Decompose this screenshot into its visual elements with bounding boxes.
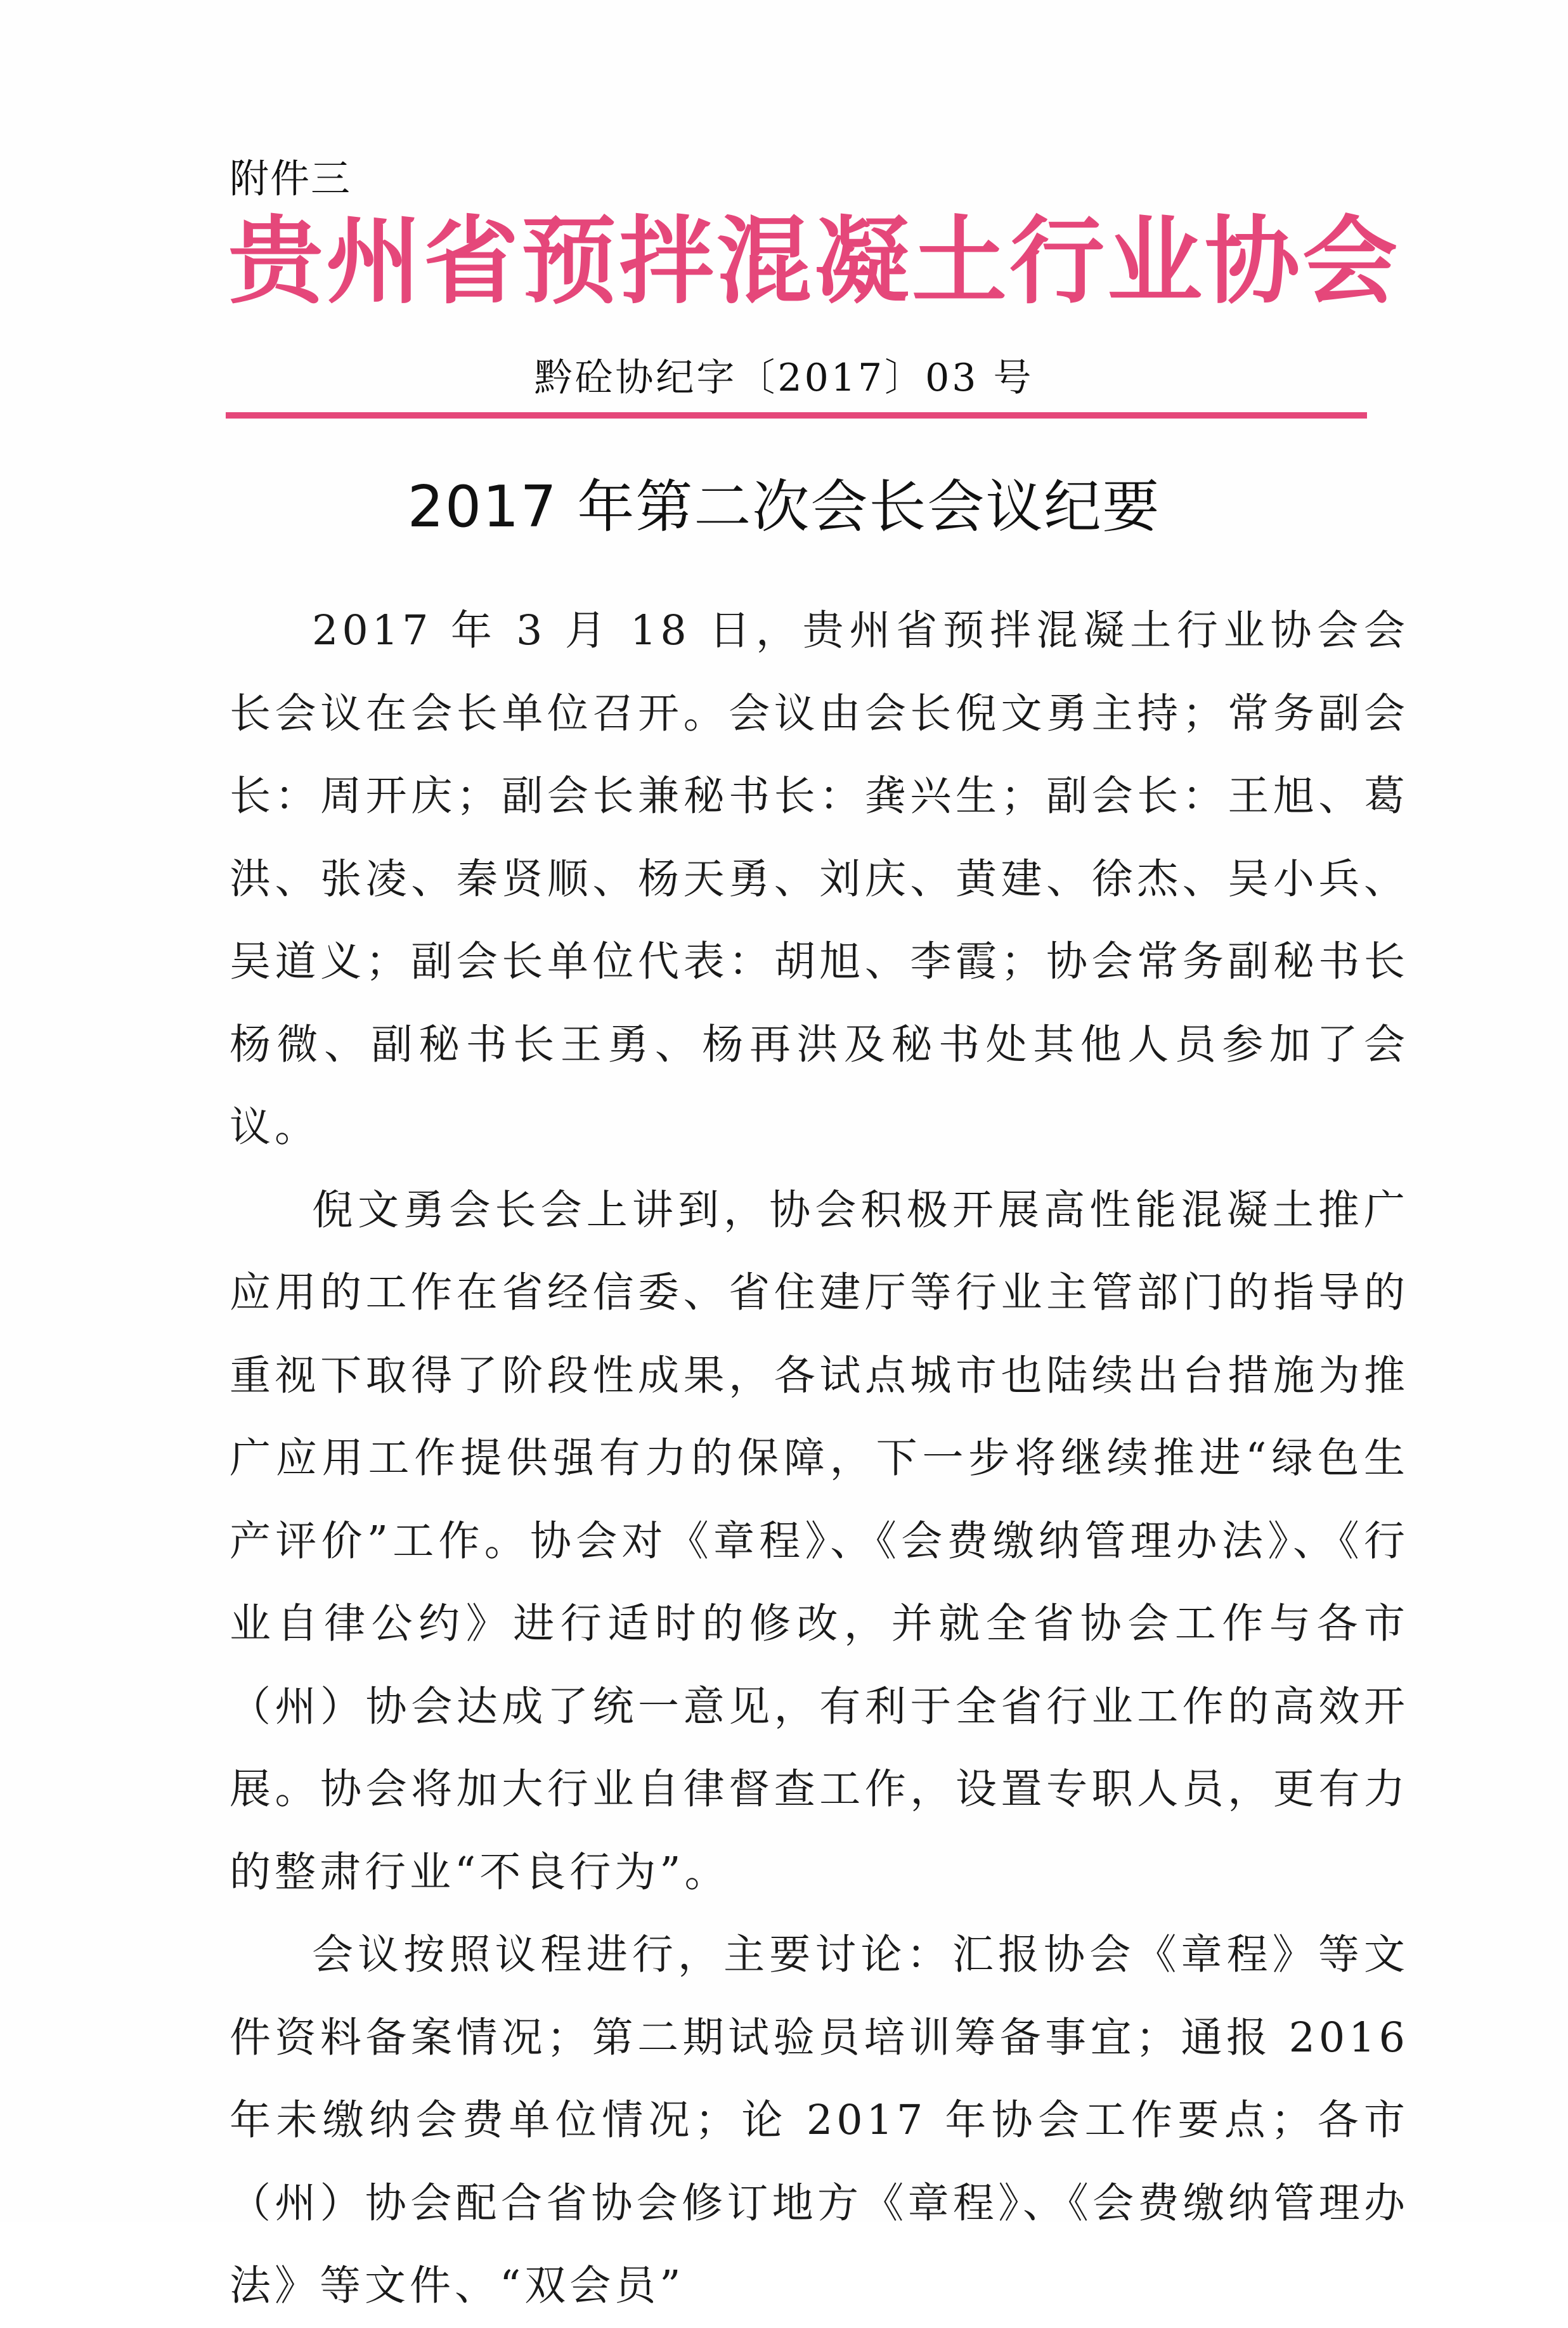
document-body bbox=[230, 590, 1409, 2328]
organization-title: 贵州省预拌混凝土行业协会 bbox=[228, 207, 1401, 317]
document-number: 黔砼协纪字〔2017〕03 号 bbox=[534, 356, 1034, 400]
paragraph-attendees: 2017 年 3 月 18 日，贵州省预拌混凝土行业协会会长会议在会长单位召开。会议由会长倪文勇主持；常务副会长：周开庆；副会长兼秘书长：龚兴生；副会长：王旭、葛洪、张凌、秦贤顺、杨天勇、刘庆、黄建、徐杰、吴小兵、吴道义；副会长单位代表：胡旭、李霞；协会常务副秘书长杨微、副秘书长王勇、杨再洪及秘书处其他人员参加了会议。 bbox=[230, 607, 1409, 1151]
attachment-label: 附件三 bbox=[230, 155, 352, 202]
paragraph-agenda: 会议按照议程进行，主要讨论：汇报协会《章程》等文件资料备案情况；第二期试验员培训筹备事宜；通报 2016 年未缴纳会费单位情况；论 2017 年协会工作要点；各市（州）协会配合省协会修订地方《章程》、《会费缴纳管理办法》等文件、“双会员” bbox=[230, 1931, 1409, 2310]
header-red-rule bbox=[226, 412, 1367, 419]
paragraph-president-remarks: 倪文勇会长会上讲到，协会积极开展高性能混凝土推广应用的工作在省经信委、省住建厅等行业主管部门的指导的重视下取得了阶段性成果，各试点城市也陆续出台措施为推广应用工作提供强有力的保障，下一步将继续推进“绿色生产评价”工作。协会对《章程》、《会费缴纳管理办法》、《行业自律公约》进行适时的修改，并就全省协会工作与各市（州）协会达成了统一意见，有利于全省行业工作的高效开展。协会将加大行业自律督查工作，设置专职人员，更有力的整肃行业“不良行为”。 bbox=[230, 1186, 1409, 1896]
meeting-title: 2017 年第二次会长会议纪要 bbox=[407, 474, 1161, 540]
